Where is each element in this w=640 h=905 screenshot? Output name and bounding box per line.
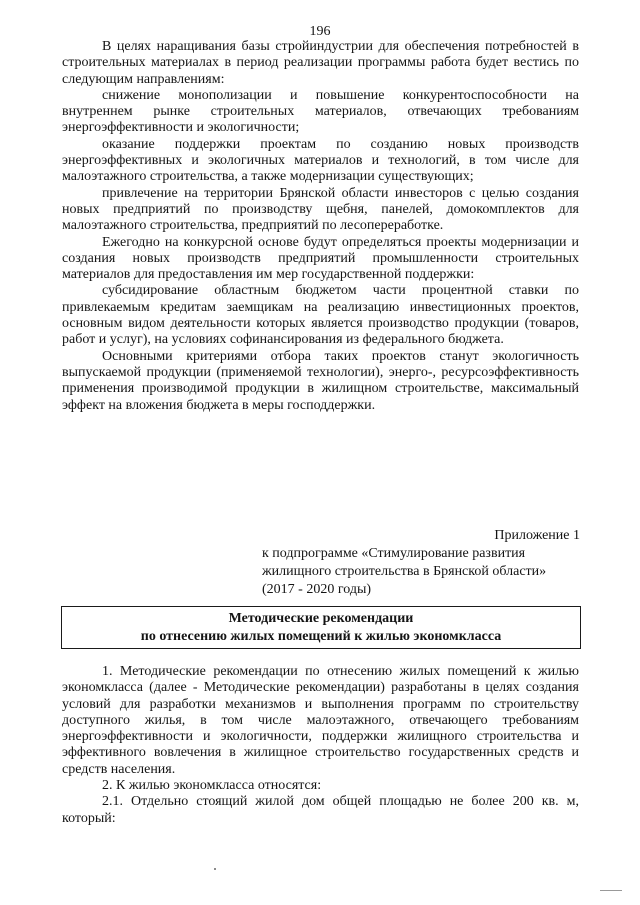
scan-speck [214,868,216,870]
paragraph: В целях наращивания базы стройиндустрии для обеспечения потребностей в строительных материалах в период реализации программы работа будет вестись по следующим направлениям: [62,39,579,87]
section-title-line: Методические рекомендации [228,611,414,626]
paragraph: субсидирование областным бюджетом части процентной ставки по привлекаемым кредитам заемщикам на реализацию инвестиционных проектов, основным видом деятельности которых является производство продукции (товаров, работ и услуг), на условиях софинансирования из федерального бюджета. [62,283,579,348]
appendix-line: к подпрограмме «Стимулирование развития [262,546,526,561]
section-title-box [61,606,581,649]
paragraph: снижение монополизации и повышение конкурентоспособности на внутреннем рынке строительных материалов, отвечающих требованиям энергоэффективности и экологичности; [62,87,579,136]
paragraph: Ежегодно на конкурсной основе будут определяться проекты модернизации и создания новых производств предприятий промышленности строительных материалов для предоставления им мер государственной поддержки: [62,234,579,283]
program-text [62,39,579,414]
paragraph: привлечение на территории Брянской области инвесторов с целью создания новых предприятий по производству щебня, панелей, домокомплектов для малоэтажного строительства, предприятий по лесопереработке. [62,185,579,234]
appendix-line: (2017 - 2020 годы) [262,582,372,597]
paragraph: 2. К жилью экономкласса относятся: [102,778,322,794]
paragraph: 2.1. Отдельно стоящий жилой дом общей площадью не более 200 кв. м, который: [62,794,579,826]
scan-edge-mark [600,890,622,891]
section-title-line: по отнесению жилых помещений к жилью экономкласса [140,629,502,644]
recommendations-text [62,664,579,827]
paragraph: Основными критериями отбора таких проектов станут экологичность выпускаемой продукции (применяемой технологии), энерго-, ресурсоэффективность применения производимой продукции в жилищном строительстве, максимальный эффект на вложения бюджета в меры господдержки. [62,348,579,413]
paragraph: 1. Методические рекомендации по отнесению жилых помещений к жилью экономкласса (далее - Методические рекомендации) разработаны в целях создания условий для разработки механизмов и выполнения программ по строительству доступного жилья, в том числе малоэтажного, отвечающего требованиям энергоэффективности и экологичности, поддержки жилищного строительства и эффективного вовлечения в жилищное строительство государственных средств и средств населения. [62,664,579,777]
appendix-line: жилищного строительства в Брянской области» [262,564,547,579]
paragraph: оказание поддержки проектам по созданию новых производств энергоэффективных и экологичных материалов и технологий, в том числе для малоэтажного строительства, а также модернизации существующих; [62,136,579,185]
appendix-header [262,527,580,599]
page-number: 196 [309,24,331,39]
appendix-title: Приложение 1 [494,528,580,543]
